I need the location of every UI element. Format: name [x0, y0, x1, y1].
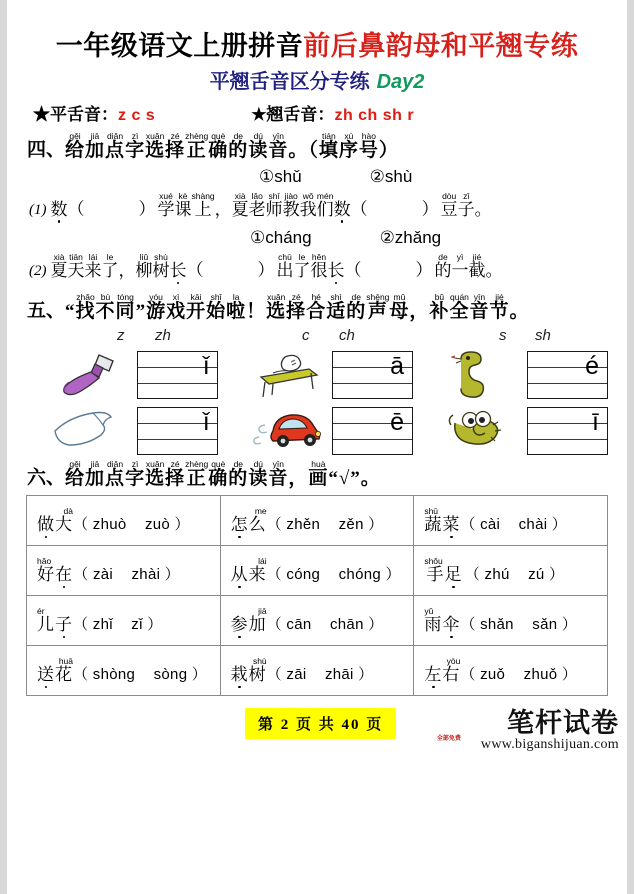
- ruby-jie-2: jié 节: [489, 292, 510, 323]
- question-4-heading: [7, 131, 627, 162]
- ruby-zi: zì 字: [125, 131, 146, 161]
- ruby-jia: jiā 加: [85, 131, 106, 161]
- q4-punct: 。（: [288, 140, 319, 161]
- table-cell[interactable]: ér 儿子 （ zhǐ zǐ ）: [27, 596, 221, 646]
- ruby-gei: gěi 给: [65, 131, 86, 161]
- brand-url: www.biganshijuan.com: [480, 737, 619, 753]
- pinyin-vowel: ǐ: [203, 351, 209, 380]
- ruby-du-2: dú 读: [248, 458, 269, 489]
- pinyin-box-z-row1[interactable]: [137, 351, 218, 399]
- ruby-de: de 的: [228, 131, 249, 161]
- ruby-xuan-2: xuǎn 选: [266, 292, 287, 323]
- pinyin-vowel: ǐ: [203, 407, 209, 436]
- q4-comma-1: ，: [214, 199, 232, 219]
- worksheet-page: [7, 0, 627, 894]
- ruby-xuan: xuǎn 选: [145, 131, 166, 161]
- ruby-wo: wǒ 我: [299, 190, 317, 219]
- pinyin-vowel: é: [585, 351, 599, 380]
- ruby-gei-2: gěi 给: [65, 458, 86, 489]
- word-with-ruby: dà 做大: [37, 506, 73, 535]
- initial-zh: zh: [155, 326, 171, 344]
- q4-options-1: [7, 167, 627, 187]
- ruby-hen: hěn 很: [310, 251, 328, 280]
- flat-tongue-label: ★平舌音：: [33, 105, 118, 124]
- table-cell[interactable]: shū 蔬菜 （ cài chài ）: [414, 496, 608, 546]
- q4-option-2a: ①cháng: [250, 227, 312, 247]
- word-with-ruby: hǎo 好在: [37, 556, 74, 585]
- word-with-ruby: huā 送花: [37, 656, 73, 685]
- ruby-quan: quán 全: [449, 292, 470, 323]
- pinyin-vowel: ē: [390, 407, 404, 436]
- ruby-que: què 确: [208, 131, 229, 161]
- q5-quote-close: ”: [135, 301, 147, 323]
- table-cell[interactable]: huā 送花 （ shòng sòng ）: [27, 646, 221, 696]
- ruby-shi: shī 师: [265, 190, 283, 219]
- table-cell[interactable]: yòu 左右 （ zuǒ zhuǒ ）: [414, 646, 608, 696]
- brand-free-tag: 全部免费: [436, 736, 461, 743]
- ruby-de-3: de 的: [346, 292, 367, 323]
- table-cell[interactable]: me 怎么 （ zhěn zěn ）: [220, 496, 414, 546]
- table-cell[interactable]: shù 栽树 （ zāi zhāi ）: [220, 646, 414, 696]
- ruby-hao: hào 号: [358, 131, 379, 161]
- pinyin-box-c-row2[interactable]: [332, 407, 413, 455]
- q4-options-2: [7, 228, 627, 248]
- ruby-shi-2: shǐ 始: [206, 292, 227, 323]
- ruby-tian: tián 填: [318, 131, 339, 161]
- pinyin-box-s-row2[interactable]: [527, 407, 608, 455]
- ruby-kai: kāi 开: [186, 292, 207, 323]
- q4-comma-2: ，: [118, 260, 136, 280]
- ruby-de-4: de 的: [228, 458, 249, 489]
- word-with-ruby: shǒu 手足: [424, 556, 463, 585]
- paint-tube-icon: [55, 351, 117, 404]
- word-with-ruby: lái 从来: [230, 556, 267, 585]
- snake-icon: [447, 349, 503, 406]
- page-number-badge: 第 2 页 共 40 页: [245, 708, 396, 739]
- pinyin-box-z-row2[interactable]: [137, 407, 218, 455]
- q6-comma: ，: [288, 467, 309, 489]
- pinyin-box-s-row1[interactable]: [527, 351, 608, 399]
- initial-ch: ch: [339, 326, 355, 344]
- page-footer: [7, 706, 627, 776]
- q5-number: 五、: [27, 300, 66, 322]
- q6-answer-table: [26, 495, 608, 696]
- ruby-yin: yīn 音: [268, 131, 289, 161]
- ruby-liu: liǔ 柳: [135, 251, 153, 280]
- ruby-de-2: de 的: [434, 251, 452, 280]
- q5-excl: ！: [246, 301, 267, 323]
- ruby-ze-2: zé 择: [286, 292, 307, 323]
- ruby-sheng: shēng 声: [366, 292, 390, 323]
- page-title: [7, 33, 627, 60]
- ruby-xi: xì 戏: [166, 292, 187, 323]
- q4-option-2b: ②zhǎng: [379, 227, 442, 247]
- q4-sentence-1: (1) 数 （ ） xué 学 kè 课 shàng 上 ， xià 夏 lǎo 老 shī 师 jiào 教 wǒ 我 mén 们 数 （ ） dòu 豆 zǐ 子 。: [29, 190, 492, 219]
- ruby-ze: zé 择: [165, 131, 186, 161]
- ruby-jiao: jiào 教: [282, 190, 300, 219]
- wiping-table-icon: [255, 351, 321, 404]
- ruby-xu: xù 序: [338, 131, 359, 161]
- ruby-tong: tóng 同: [115, 292, 136, 323]
- ruby-du: dú 读: [248, 131, 269, 161]
- initial-c: c: [302, 326, 310, 344]
- ruby-men: mén 们: [316, 190, 334, 219]
- ruby-xuan-3: xuǎn 选: [145, 458, 166, 489]
- char-zhang-1: 长: [169, 260, 187, 280]
- ruby-la: la 啦: [226, 292, 247, 323]
- pinyin-vowel: ā: [390, 351, 404, 380]
- q5-comma: ，: [409, 301, 430, 323]
- q4-number: 四、: [27, 139, 66, 161]
- page-title-black: 一年级语文上册拼音: [55, 31, 304, 61]
- retroflex-label: ★翘舌音：: [251, 105, 335, 124]
- table-cell[interactable]: dà 做大 （ zhuò zuò ）: [27, 496, 221, 546]
- lizard-icon: [443, 405, 507, 456]
- q4-period-2: 。: [485, 260, 503, 280]
- table-cell[interactable]: hǎo 好在 （ zài zhài ）: [27, 546, 221, 596]
- word-with-ruby: ér 儿子: [37, 606, 73, 635]
- ruby-shu: shù 树: [152, 251, 170, 280]
- table-cell[interactable]: shǒu 手足 （ zhú zú ）: [414, 546, 608, 596]
- table-cell[interactable]: lái 从来 （ cóng chóng ）: [220, 546, 414, 596]
- table-row: [27, 596, 608, 646]
- q4-sentence-2: (2) xià 夏 tiān 天 lái 来 le 了 ， liǔ 柳 shù 树 长 （ ） chū 出 le 了 hěn 很 长 （ ） de 的 yì 一 jié 截 。: [29, 251, 503, 280]
- ruby-he: hé 合: [306, 292, 327, 323]
- ruby-zheng: zhèng 正: [185, 131, 209, 161]
- char-zhang-2: 长: [327, 260, 345, 280]
- ruby-shi-3: shì 适: [326, 292, 347, 323]
- ruby-yin-3: yīn 音: [268, 458, 289, 489]
- initial-z: z: [117, 326, 125, 344]
- table-row: [27, 646, 608, 696]
- ruby-dian: diǎn 点: [105, 131, 126, 161]
- word-with-ruby: shù 栽树: [230, 656, 267, 685]
- page-subtitle: [7, 72, 627, 92]
- initial-s: s: [499, 326, 507, 344]
- ruby-jia-2: jiā 加: [85, 458, 106, 489]
- ruby-yi: yì 一: [451, 251, 469, 280]
- ruby-lao: lǎo 老: [248, 190, 266, 219]
- ruby-jie: jié 截: [468, 251, 486, 280]
- ruby-zhao: zhǎo 找: [75, 292, 96, 323]
- page-subtitle-cn: 平翘舌音区分专练: [209, 71, 370, 93]
- brand-name: 笔杆试卷: [507, 708, 619, 739]
- table-cell[interactable]: jiā 参加 （ cān chān ）: [220, 596, 414, 646]
- page-title-red: 前后鼻韵母和平翘专练: [303, 31, 579, 61]
- ruby-bu-2: bǔ 补: [429, 292, 450, 323]
- q4-punct-close: ）: [378, 140, 399, 161]
- ruby-mu: mǔ 母: [389, 292, 410, 323]
- word-with-ruby: yòu 左右: [424, 656, 461, 685]
- table-row: [27, 496, 608, 546]
- tongue-sound-legend: [7, 106, 627, 124]
- ruby-xia-2: xià 夏: [50, 251, 68, 280]
- ruby-que-2: què 确: [208, 458, 229, 489]
- word-with-ruby: me 怎么: [230, 506, 267, 535]
- flat-tongue-letters: z c s: [118, 107, 156, 124]
- q4-sentence-1-number: (1): [29, 201, 47, 218]
- ruby-ze-3: zé 择: [165, 458, 186, 489]
- ruby-hua: huà 画: [308, 458, 329, 489]
- q5-picture-grid: [7, 327, 627, 457]
- ruby-zi-1: zǐ 子: [457, 190, 475, 219]
- q4-sentence-2-number: (2): [29, 263, 47, 280]
- ruby-le-1: le 了: [101, 251, 119, 280]
- q5-period: 。: [509, 301, 530, 323]
- q5-quote-open: “: [65, 301, 76, 323]
- ruby-le-2: le 了: [293, 251, 311, 280]
- word-with-ruby: yǔ 雨伞: [424, 606, 461, 635]
- word-with-ruby: jiā 参加: [230, 606, 267, 635]
- ruby-xue: xué 学: [157, 190, 175, 219]
- ruby-tian: tiān 天: [67, 251, 85, 280]
- red-car-icon: [251, 407, 323, 456]
- brand-watermark: [436, 708, 619, 754]
- pinyin-box-c-row1[interactable]: [332, 351, 413, 399]
- ruby-chu: chū 出: [276, 251, 294, 280]
- question-5-heading: [7, 292, 627, 323]
- initial-sh: sh: [535, 326, 551, 344]
- ruby-you: yóu 游: [146, 292, 167, 323]
- ruby-zheng-2: zhèng 正: [185, 458, 209, 489]
- char-shu-1: 数: [50, 199, 68, 219]
- table-cell[interactable]: yǔ 雨伞 （ shǎn sǎn ）: [414, 596, 608, 646]
- table-row: [27, 546, 608, 596]
- retroflex-letters: zh ch sh r: [334, 107, 415, 124]
- ruby-xia-1: xià 夏: [231, 190, 249, 219]
- ruby-zi-2: zì 字: [125, 458, 146, 489]
- paper-sheet-icon: [49, 407, 117, 456]
- q4-option-1a: ①shǔ: [259, 166, 302, 186]
- word-with-ruby: shū 蔬菜: [424, 506, 461, 535]
- ruby-bu: bù 不: [95, 292, 116, 323]
- q4-period-1: 。: [474, 199, 492, 219]
- q6-number: 六、: [27, 467, 66, 489]
- ruby-shang: shàng 上: [191, 190, 215, 219]
- ruby-lai: lái 来: [84, 251, 102, 280]
- ruby-dian-2: diǎn 点: [105, 458, 126, 489]
- ruby-ke: kè 课: [174, 190, 192, 219]
- ruby-yin-2: yīn 音: [469, 292, 490, 323]
- char-shu-2: 数: [333, 199, 351, 219]
- pinyin-vowel: ī: [592, 407, 599, 436]
- q4-option-1b: ②shù: [369, 166, 413, 186]
- q6-checkmark: “√”。: [328, 467, 381, 489]
- page-subtitle-day: Day2: [376, 71, 425, 93]
- ruby-dou: dòu 豆: [440, 190, 458, 219]
- question-6-heading: [7, 459, 627, 490]
